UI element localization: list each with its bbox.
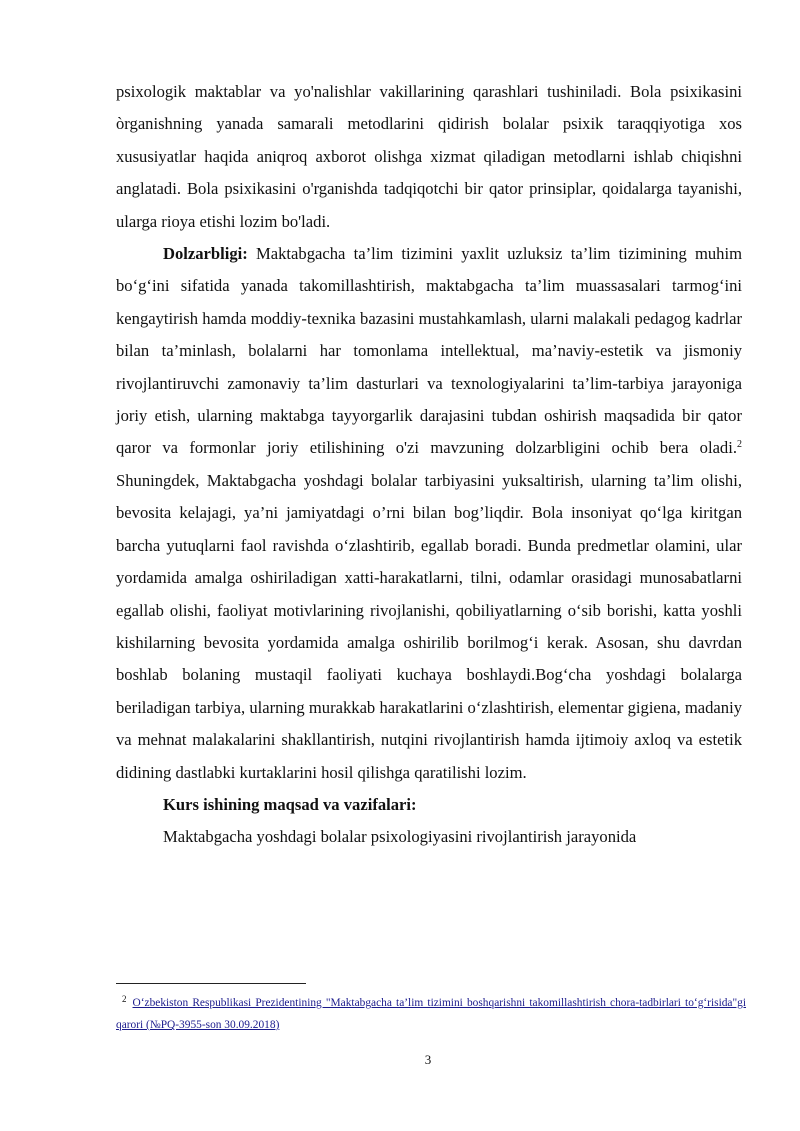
footnote-reference[interactable]: 2: [737, 439, 742, 451]
body-text: [116, 76, 742, 854]
footnote: [116, 988, 746, 1036]
paragraph-goals: Maktabgacha yoshdagi bolalar psixologiyasini rivojlantirish jarayonida: [163, 827, 637, 847]
paragraph-intro: psixologik maktablar va yo'nalishlar vakillarining qarashlari tushiniladi. Bola psixikasini òrganishning yanada samarali metodlarini qidirish bolalar psixik taraqqiyotiga xos xususiyatlar haqida aniqroq axborot olishga xizmat qiladigan metodlarni ishlab chiqishni anglatadi. Bola psixikasini o'rganishda tadqiqotchi bir qator prinsiplar, qoidalarga tayanishi, ularga rioya etishi lozim bo'ladi.: [116, 82, 742, 231]
relevance-label: Dolzarbligi:: [163, 244, 248, 264]
relevance-text: Maktabgacha ta’lim tizimini yaxlit uzluksiz ta’lim tizimining muhim bo‘g‘ini sifatida yanada takomillashtirish, maktabgacha ta’lim muassasalari tarmog‘ini kengaytirish hamda moddiy-texnika bazasini mustahkamlash, ularni malakali pedagog kadrlar bilan ta’minlash, bolalarni har tomonlama intellektual, ma’naviy-estetik va jismoniy rivojlantiruvchi zamonaviy ta’lim dasturlari va texnologiyalarini ta’lim-tarbiya jarayoniga joriy etish, ularning maktabga tayyorgarlik darajasini tubdan oshirish maqsadida bir qator qaror va formonlar joriy etilishining o'zi mavzuning dolzarbligini ochib bera oladi.: [116, 244, 742, 458]
footnote-separator: [116, 983, 306, 984]
section-heading: Kurs ishining maqsad va vazifalari:: [163, 794, 417, 814]
page-number: 3: [424, 1052, 432, 1067]
paragraph-relevance: [116, 238, 742, 789]
relevance-tail: Shuningdek, Maktabgacha yoshdagi bolalar tarbiyasini yuksaltirish, ularning ta’lim olishi, bevosita kelajagi, ya’ni jamiyatdagi o’rni bilan bog’liqdir. Bola insoniyat qo‘lga kiritgan barcha yutuqlarni faol ravishda o‘zlashtirib, egallab boradi. Bunda predmetlar olamini, ular yordamida amalga oshiriladigan xatti-harakatlarni, tilni, odamlar orasidagi munosabatlarni egallab olishi, faoliyat motivlarining rivojlanishi, qobiliyatlarning o‘sib borishi, katta yoshli kishilarning bevosita yordamida amalga oshirilib borilmog‘i kerak. Asosan, shu davrdan boshlab bolaning mustaqil faoliyati kuchaya boshlaydi.Bog‘cha yoshdagi bolalarga beriladigan tarbiya, ularning murakkab harakatlarini o‘zlashtirish, elementar gigiena, madaniy va mehnat malakalarini shakllantirish, nutqini rivojlantirish hamda ijtimoiy axloq va estetik didining dastlabki kurtaklarini hosil qilishga qaratilishi lozim.: [116, 470, 742, 782]
footnote-number: 2: [122, 994, 127, 1004]
footnote-link[interactable]: O‘zbekiston Respublikasi Prezidentining "Maktabgacha ta’lim tizimini boshqarishni takomillashtirish chora-tadbirlari to‘g‘risida"gi qarori (№PQ-3955-son 30.09.2018): [116, 997, 746, 1031]
